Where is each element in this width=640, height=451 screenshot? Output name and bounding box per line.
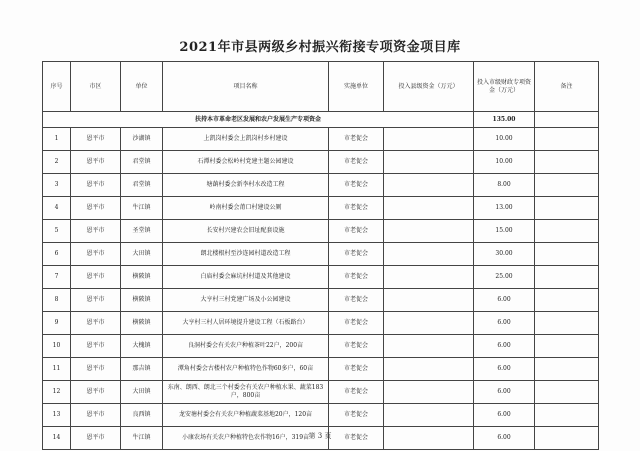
table-row [43, 358, 599, 381]
cell-remarks [535, 174, 599, 197]
header-unit: 单位 [121, 62, 163, 112]
cell-project: 塘蓢村委会新李村水改造工程 [163, 174, 329, 197]
cell-district: 恩平市 [71, 197, 121, 220]
cell-district: 恩平市 [71, 358, 121, 381]
table-row [43, 404, 599, 427]
cell-remarks [535, 197, 599, 220]
header-row [43, 62, 599, 112]
cell-unit: 君堂镇 [121, 174, 163, 197]
cell-project: 良洞村委会有关农户种植茶叶22户，200亩 [163, 335, 329, 358]
cell-seq: 7 [43, 266, 71, 289]
cell-county-invest [384, 358, 474, 381]
cell-seq: 9 [43, 312, 71, 335]
page-number: 第 3 页 [308, 432, 332, 440]
cell-seq: 6 [43, 243, 71, 266]
cell-implementer: 市老促会 [329, 243, 384, 266]
cell-unit: 良西镇 [121, 404, 163, 427]
cell-unit: 沙湖镇 [121, 128, 163, 151]
cell-county-invest [384, 174, 474, 197]
cell-unit: 君堂镇 [121, 151, 163, 174]
cell-district: 恩平市 [71, 289, 121, 312]
table-row [43, 312, 599, 335]
cell-project: 小康农场有关农户种植特色农作物16户，319亩 [163, 427, 329, 450]
cell-district: 恩平市 [71, 174, 121, 197]
cell-project: 朗北楼根村至沙连园村道改造工程 [163, 243, 329, 266]
cell-county-invest [384, 266, 474, 289]
cell-remarks [535, 404, 599, 427]
cell-county-invest [384, 335, 474, 358]
cell-unit: 圣堂镇 [121, 220, 163, 243]
cell-implementer: 市老促会 [329, 381, 384, 404]
cell-implementer: 市老促会 [329, 220, 384, 243]
header-project: 项目名称 [163, 62, 329, 112]
cell-county-invest [384, 312, 474, 335]
cell-remarks [535, 312, 599, 335]
cell-project: 白庙村委会麻坑村村道及其他建设 [163, 266, 329, 289]
cell-city-invest: 6.00 [474, 312, 535, 335]
cell-unit: 那吉镇 [121, 358, 163, 381]
cell-project: 龙安塘村委会有关农户种植蔬菜基地20户，120亩 [163, 404, 329, 427]
cell-unit: 大田镇 [121, 381, 163, 404]
cell-district: 恩平市 [71, 312, 121, 335]
cell-unit: 大槐镇 [121, 335, 163, 358]
cell-seq: 14 [43, 427, 71, 450]
cell-project: 潭角村委会古楼村农户种植特色作物60多户，60亩 [163, 358, 329, 381]
cell-implementer: 市老促会 [329, 427, 384, 450]
cell-unit: 横陂镇 [121, 312, 163, 335]
cell-district: 恩平市 [71, 404, 121, 427]
cell-city-invest: 6.00 [474, 404, 535, 427]
table-row [43, 151, 599, 174]
cell-unit: 横陂镇 [121, 289, 163, 312]
cell-remarks [535, 266, 599, 289]
table-row [43, 220, 599, 243]
cell-city-invest: 10.00 [474, 128, 535, 151]
cell-project: 大亨村三村党建广场及小公园建设 [163, 289, 329, 312]
cell-city-invest: 13.00 [474, 197, 535, 220]
table-row [43, 335, 599, 358]
header-district: 市区 [71, 62, 121, 112]
cell-remarks [535, 381, 599, 404]
cell-district: 恩平市 [71, 266, 121, 289]
cell-city-invest: 10.00 [474, 151, 535, 174]
cell-implementer: 市老促会 [329, 174, 384, 197]
table-row [43, 266, 599, 289]
cell-unit: 牛江镇 [121, 427, 163, 450]
header-county-invest: 投入县级资金（万元） [384, 62, 474, 112]
cell-seq: 1 [43, 128, 71, 151]
section-amount: 135.00 [474, 112, 535, 128]
cell-seq: 11 [43, 358, 71, 381]
table-row [43, 174, 599, 197]
cell-unit: 大田镇 [121, 243, 163, 266]
cell-implementer: 市老促会 [329, 151, 384, 174]
cell-city-invest: 6.00 [474, 335, 535, 358]
cell-county-invest [384, 289, 474, 312]
cell-county-invest [384, 381, 474, 404]
cell-unit: 牛江镇 [121, 197, 163, 220]
cell-remarks [535, 220, 599, 243]
table-row [43, 128, 599, 151]
cell-seq: 10 [43, 335, 71, 358]
cell-project: 上凯岗村委会上凯岗村乡村建设 [163, 128, 329, 151]
cell-implementer: 市老促会 [329, 128, 384, 151]
cell-remarks [535, 151, 599, 174]
header-seq: 序号 [43, 62, 71, 112]
cell-county-invest [384, 197, 474, 220]
cell-remarks [535, 335, 599, 358]
cell-district: 恩平市 [71, 243, 121, 266]
header-remarks: 备注 [535, 62, 599, 112]
document-title: 2021年市县两级乡村振兴衔接专项资金项目库 [179, 40, 461, 55]
header-city-invest: 投入市级财政专项资金（万元） [474, 62, 535, 112]
cell-district: 恩平市 [71, 381, 121, 404]
cell-seq: 13 [43, 404, 71, 427]
cell-district: 恩平市 [71, 335, 121, 358]
cell-city-invest: 30.00 [474, 243, 535, 266]
cell-county-invest [384, 128, 474, 151]
cell-seq: 8 [43, 289, 71, 312]
cell-district: 恩平市 [71, 151, 121, 174]
section-row [43, 112, 599, 128]
cell-city-invest: 6.00 [474, 427, 535, 450]
cell-seq: 12 [43, 381, 71, 404]
cell-district: 恩平市 [71, 220, 121, 243]
cell-seq: 4 [43, 197, 71, 220]
cell-implementer: 市老促会 [329, 266, 384, 289]
cell-county-invest [384, 404, 474, 427]
table-row [43, 289, 599, 312]
cell-project: 岭南村委会莆口村建设公厕 [163, 197, 329, 220]
cell-unit: 横陂镇 [121, 266, 163, 289]
cell-seq: 2 [43, 151, 71, 174]
cell-remarks [535, 358, 599, 381]
cell-implementer: 市老促会 [329, 404, 384, 427]
cell-county-invest [384, 243, 474, 266]
cell-city-invest: 6.00 [474, 289, 535, 312]
cell-remarks [535, 243, 599, 266]
cell-implementer: 市老促会 [329, 335, 384, 358]
cell-implementer: 市老促会 [329, 197, 384, 220]
cell-implementer: 市老促会 [329, 358, 384, 381]
cell-district: 恩平市 [71, 427, 121, 450]
cell-city-invest: 25.00 [474, 266, 535, 289]
cell-project: 长安村兴建农会旧址配套设施 [163, 220, 329, 243]
cell-seq: 5 [43, 220, 71, 243]
section-remarks [535, 112, 599, 128]
cell-county-invest [384, 220, 474, 243]
table-row [43, 197, 599, 220]
cell-seq: 3 [43, 174, 71, 197]
section-title: 扶持本市革命老区发展和农户发展生产专项资金 [43, 112, 474, 128]
cell-city-invest: 8.00 [474, 174, 535, 197]
cell-project: 大亨村三村人居环境提升建设工程（石板路台） [163, 312, 329, 335]
cell-remarks [535, 289, 599, 312]
cell-county-invest [384, 151, 474, 174]
table-row [43, 381, 599, 404]
cell-city-invest: 6.00 [474, 358, 535, 381]
cell-project: 石潭村委会松岭村党建主题公园建设 [163, 151, 329, 174]
cell-remarks [535, 128, 599, 151]
cell-city-invest: 15.00 [474, 220, 535, 243]
table-row [43, 243, 599, 266]
header-implementer: 实施单位 [329, 62, 384, 112]
cell-city-invest: 6.00 [474, 381, 535, 404]
cell-district: 恩平市 [71, 128, 121, 151]
cell-project: 东南、朗西、朗北三个村委会有关农户种植水果、蔬菜183户，800亩 [163, 381, 329, 404]
cell-implementer: 市老促会 [329, 289, 384, 312]
cell-implementer: 市老促会 [329, 312, 384, 335]
project-table [42, 61, 599, 450]
